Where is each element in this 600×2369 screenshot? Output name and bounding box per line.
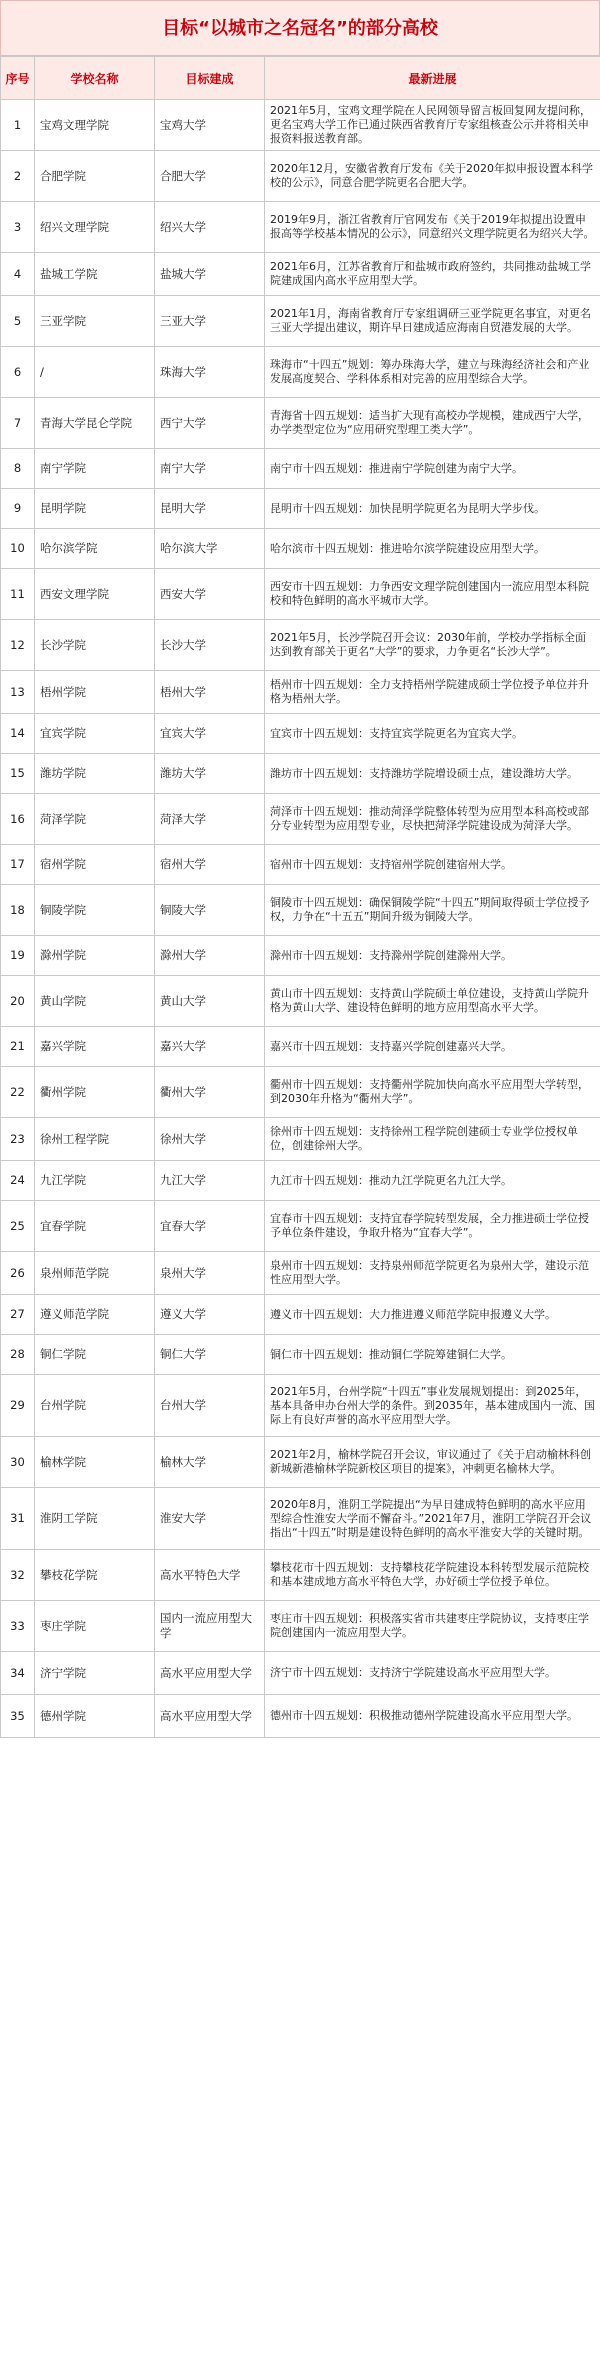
table-row [1, 1488, 600, 1550]
table-row [1, 1252, 600, 1295]
row-number: 32 [1, 1550, 35, 1601]
table-body [1, 100, 600, 1738]
table-row [1, 1118, 600, 1161]
target-name: 西安大学 [155, 569, 265, 620]
table-row [1, 885, 600, 936]
target-name: 宝鸡大学 [155, 100, 265, 151]
table-row [1, 1601, 600, 1652]
header-latest-progress: 最新进展 [265, 57, 600, 100]
table-header-row [1, 57, 600, 100]
row-number: 22 [1, 1067, 35, 1118]
row-number: 31 [1, 1488, 35, 1550]
row-number: 10 [1, 529, 35, 569]
table-row [1, 1550, 600, 1601]
target-name: 衢州大学 [155, 1067, 265, 1118]
latest-progress: 2021年5月，宝鸡文理学院在人民网领导留言板回复网友提问称，更名宝鸡大学工作已通过陕西省教育厅专家组核查公示并将相关申报资料报送教育部。 [265, 100, 600, 151]
row-number: 4 [1, 253, 35, 296]
table-row [1, 529, 600, 569]
school-name: 青海大学昆仑学院 [35, 398, 155, 449]
target-name: 台州大学 [155, 1375, 265, 1437]
target-name: 三亚大学 [155, 296, 265, 347]
latest-progress: 黄山市十四五规划：支持黄山学院硕士单位建设，支持黄山学院升格为黄山大学、建设特色鲜明的地方应用型高水平大学。 [265, 976, 600, 1027]
row-number: 3 [1, 202, 35, 253]
row-number: 7 [1, 398, 35, 449]
target-name: 遵义大学 [155, 1295, 265, 1335]
header-school-name: 学校名称 [35, 57, 155, 100]
row-number: 1 [1, 100, 35, 151]
latest-progress: 2020年12月，安徽省教育厅发布《关于2020年拟申报设置本科学校的公示》，同意合肥学院更名合肥大学。 [265, 151, 600, 202]
school-name: 宿州学院 [35, 845, 155, 885]
target-name: 淮安大学 [155, 1488, 265, 1550]
latest-progress: 2021年5月，台州学院“十四五”事业发展规划提出：到2025年，基本具备申办台州大学的条件。到2035年，基本建成国内一流、国际上有良好声誉的高水平应用型大学。 [265, 1375, 600, 1437]
table-row [1, 1437, 600, 1488]
target-name: 绍兴大学 [155, 202, 265, 253]
latest-progress: 宜春市十四五规划：支持宜春学院转型发展，全力推进硕士学位授予单位条件建设，争取升格为“宜春大学”。 [265, 1201, 600, 1252]
target-name: 潍坊大学 [155, 754, 265, 794]
latest-progress: 宿州市十四五规划：支持宿州学院创建宿州大学。 [265, 845, 600, 885]
latest-progress: 珠海市“十四五”规划：筹办珠海大学，建立与珠海经济社会和产业发展高度契合、学科体系相对完善的应用型综合大学。 [265, 347, 600, 398]
target-name: 高水平应用型大学 [155, 1695, 265, 1738]
latest-progress: 梧州市十四五规划：全力支持梧州学院建成硕士学位授予单位并升格为梧州大学。 [265, 671, 600, 714]
target-name: 宜春大学 [155, 1201, 265, 1252]
school-name: 德州学院 [35, 1695, 155, 1738]
latest-progress: 德州市十四五规划：积极推动德州学院建设高水平应用型大学。 [265, 1695, 600, 1738]
latest-progress: 2021年6月，江苏省教育厅和盐城市政府签约，共同推动盐城工学院建成国内高水平应用型大学。 [265, 253, 600, 296]
school-name: 遵义师范学院 [35, 1295, 155, 1335]
school-name: 徐州工程学院 [35, 1118, 155, 1161]
target-name: 高水平应用型大学 [155, 1652, 265, 1695]
table-row [1, 620, 600, 671]
school-name: 济宁学院 [35, 1652, 155, 1695]
target-name: 珠海大学 [155, 347, 265, 398]
table-row [1, 1027, 600, 1067]
row-number: 11 [1, 569, 35, 620]
latest-progress: 潍坊市十四五规划：支持潍坊学院增设硕士点，建设潍坊大学。 [265, 754, 600, 794]
target-name: 泉州大学 [155, 1252, 265, 1295]
target-name: 国内一流应用型大学 [155, 1601, 265, 1652]
header-number: 序号 [1, 57, 35, 100]
table-row [1, 754, 600, 794]
latest-progress: 2021年1月，海南省教育厅专家组调研三亚学院更名事宜，对更名三亚大学提出建议，期许早日建成适应海南自贸港发展的大学。 [265, 296, 600, 347]
latest-progress: 青海省十四五规划：适当扩大现有高校办学规模，建成西宁大学，办学类型定位为“应用研究型理工类大学”。 [265, 398, 600, 449]
table-row [1, 202, 600, 253]
latest-progress: 铜仁市十四五规划：推动铜仁学院筹建铜仁大学。 [265, 1335, 600, 1375]
row-number: 17 [1, 845, 35, 885]
row-number: 26 [1, 1252, 35, 1295]
latest-progress: 攀枝花市十四五规划：支持攀枝花学院建设本科转型发展示范院校和基本建成地方高水平特色大学，办好硕士学位授予单位。 [265, 1550, 600, 1601]
latest-progress: 滁州市十四五规划：支持滁州学院创建滁州大学。 [265, 936, 600, 976]
school-name: 攀枝花学院 [35, 1550, 155, 1601]
latest-progress: 2020年8月，淮阴工学院提出“为早日建成特色鲜明的高水平应用型综合性淮安大学而不懈奋斗。”2021年7月，淮阴工学院召开会议指出“十四五”时期是建设特色鲜明的高水平淮安大学的关键时期。 [265, 1488, 600, 1550]
row-number: 9 [1, 489, 35, 529]
school-name: 滁州学院 [35, 936, 155, 976]
table-row [1, 1695, 600, 1738]
school-name: 梧州学院 [35, 671, 155, 714]
row-number: 25 [1, 1201, 35, 1252]
row-number: 18 [1, 885, 35, 936]
school-name: 西安文理学院 [35, 569, 155, 620]
table-row [1, 671, 600, 714]
row-number: 2 [1, 151, 35, 202]
school-name: 菏泽学院 [35, 794, 155, 845]
row-number: 30 [1, 1437, 35, 1488]
latest-progress: 宜宾市十四五规划：支持宜宾学院更名为宜宾大学。 [265, 714, 600, 754]
target-name: 滁州大学 [155, 936, 265, 976]
row-number: 14 [1, 714, 35, 754]
table-row [1, 936, 600, 976]
target-name: 铜陵大学 [155, 885, 265, 936]
row-number: 8 [1, 449, 35, 489]
table-title: 目标“以城市之名冠名”的部分高校 [0, 0, 600, 56]
table-row [1, 1335, 600, 1375]
school-name: 宝鸡文理学院 [35, 100, 155, 151]
table-row [1, 1295, 600, 1335]
school-name: 铜陵学院 [35, 885, 155, 936]
header-target: 目标建成 [155, 57, 265, 100]
table-row [1, 296, 600, 347]
latest-progress: 济宁市十四五规划：支持济宁学院建设高水平应用型大学。 [265, 1652, 600, 1695]
row-number: 15 [1, 754, 35, 794]
latest-progress: 2021年2月，榆林学院召开会议，审议通过了《关于启动榆林科创新城新港榆林学院新校区项目的提案》，冲刺更名榆林大学。 [265, 1437, 600, 1488]
table-row [1, 976, 600, 1027]
latest-progress: 2021年5月，长沙学院召开会议：2030年前，学校办学指标全面达到教育部关于更名“大学”的要求，力争更名“长沙大学”。 [265, 620, 600, 671]
target-name: 铜仁大学 [155, 1335, 265, 1375]
target-name: 合肥大学 [155, 151, 265, 202]
table-row [1, 347, 600, 398]
row-number: 24 [1, 1161, 35, 1201]
row-number: 35 [1, 1695, 35, 1738]
row-number: 27 [1, 1295, 35, 1335]
row-number: 34 [1, 1652, 35, 1695]
latest-progress: 徐州市十四五规划：支持徐州工程学院创建硕士专业学位授权单位，创建徐州大学。 [265, 1118, 600, 1161]
school-name: 铜仁学院 [35, 1335, 155, 1375]
target-name: 长沙大学 [155, 620, 265, 671]
table-row [1, 845, 600, 885]
school-name: 泉州师范学院 [35, 1252, 155, 1295]
row-number: 28 [1, 1335, 35, 1375]
latest-progress: 泉州市十四五规划：支持泉州师范学院更名为泉州大学，建设示范性应用型大学。 [265, 1252, 600, 1295]
table-row [1, 398, 600, 449]
school-name: 昆明学院 [35, 489, 155, 529]
latest-progress: 菏泽市十四五规划：推动菏泽学院整体转型为应用型本科高校或部分专业转型为应用型专业，尽快把菏泽学院建设成为菏泽大学。 [265, 794, 600, 845]
target-name: 盐城大学 [155, 253, 265, 296]
table-row [1, 794, 600, 845]
school-name: 绍兴文理学院 [35, 202, 155, 253]
table-row [1, 569, 600, 620]
universities-table [0, 56, 600, 1738]
table-row [1, 1652, 600, 1695]
school-name: 九江学院 [35, 1161, 155, 1201]
target-name: 榆林大学 [155, 1437, 265, 1488]
latest-progress: 遵义市十四五规划：大力推进遵义师范学院申报遵义大学。 [265, 1295, 600, 1335]
target-name: 梧州大学 [155, 671, 265, 714]
row-number: 20 [1, 976, 35, 1027]
school-name: 淮阴工学院 [35, 1488, 155, 1550]
row-number: 13 [1, 671, 35, 714]
school-name: 长沙学院 [35, 620, 155, 671]
target-name: 高水平特色大学 [155, 1550, 265, 1601]
row-number: 12 [1, 620, 35, 671]
target-name: 昆明大学 [155, 489, 265, 529]
row-number: 23 [1, 1118, 35, 1161]
school-name: 盐城工学院 [35, 253, 155, 296]
target-name: 宿州大学 [155, 845, 265, 885]
target-name: 南宁大学 [155, 449, 265, 489]
table-row [1, 1067, 600, 1118]
school-name: 合肥学院 [35, 151, 155, 202]
latest-progress: 哈尔滨市十四五规划：推进哈尔滨学院建设应用型大学。 [265, 529, 600, 569]
latest-progress: 枣庄市十四五规划：积极落实省市共建枣庄学院协议，支持枣庄学院创建国内一流应用型大学。 [265, 1601, 600, 1652]
school-name: 南宁学院 [35, 449, 155, 489]
latest-progress: 九江市十四五规划：推动九江学院更名九江大学。 [265, 1161, 600, 1201]
target-name: 西宁大学 [155, 398, 265, 449]
target-name: 哈尔滨大学 [155, 529, 265, 569]
row-number: 29 [1, 1375, 35, 1437]
row-number: 21 [1, 1027, 35, 1067]
target-name: 徐州大学 [155, 1118, 265, 1161]
target-name: 宜宾大学 [155, 714, 265, 754]
latest-progress: 西安市十四五规划：力争西安文理学院创建国内一流应用型本科院校和特色鲜明的高水平城市大学。 [265, 569, 600, 620]
table-row [1, 1161, 600, 1201]
latest-progress: 南宁市十四五规划：推进南宁学院创建为南宁大学。 [265, 449, 600, 489]
school-name: 哈尔滨学院 [35, 529, 155, 569]
table-row [1, 449, 600, 489]
target-name: 嘉兴大学 [155, 1027, 265, 1067]
school-name: 枣庄学院 [35, 1601, 155, 1652]
table-row [1, 1201, 600, 1252]
latest-progress: 嘉兴市十四五规划：支持嘉兴学院创建嘉兴大学。 [265, 1027, 600, 1067]
target-name: 菏泽大学 [155, 794, 265, 845]
latest-progress: 铜陵市十四五规划：确保铜陵学院“十四五”期间取得硕士学位授予权，力争在“十五五”期间升级为铜陵大学。 [265, 885, 600, 936]
school-name: 黄山学院 [35, 976, 155, 1027]
row-number: 5 [1, 296, 35, 347]
table-row [1, 489, 600, 529]
table-row [1, 714, 600, 754]
table-row [1, 151, 600, 202]
table-row [1, 100, 600, 151]
target-name: 九江大学 [155, 1161, 265, 1201]
table-row [1, 253, 600, 296]
school-name: 嘉兴学院 [35, 1027, 155, 1067]
school-name: 宜春学院 [35, 1201, 155, 1252]
target-name: 黄山大学 [155, 976, 265, 1027]
row-number: 6 [1, 347, 35, 398]
school-name: 三亚学院 [35, 296, 155, 347]
latest-progress: 衢州市十四五规划：支持衢州学院加快向高水平应用型大学转型，到2030年升格为“衢州大学”。 [265, 1067, 600, 1118]
school-name: 台州学院 [35, 1375, 155, 1437]
school-name: 潍坊学院 [35, 754, 155, 794]
school-name: 衢州学院 [35, 1067, 155, 1118]
row-number: 33 [1, 1601, 35, 1652]
school-name: 宜宾学院 [35, 714, 155, 754]
latest-progress: 昆明市十四五规划：加快昆明学院更名为昆明大学步伐。 [265, 489, 600, 529]
row-number: 19 [1, 936, 35, 976]
table-row [1, 1375, 600, 1437]
school-name: / [35, 347, 155, 398]
school-name: 榆林学院 [35, 1437, 155, 1488]
row-number: 16 [1, 794, 35, 845]
latest-progress: 2019年9月，浙江省教育厅官网发布《关于2019年拟提出设置申报高等学校基本情况的公示》，同意绍兴文理学院更名为绍兴大学。 [265, 202, 600, 253]
